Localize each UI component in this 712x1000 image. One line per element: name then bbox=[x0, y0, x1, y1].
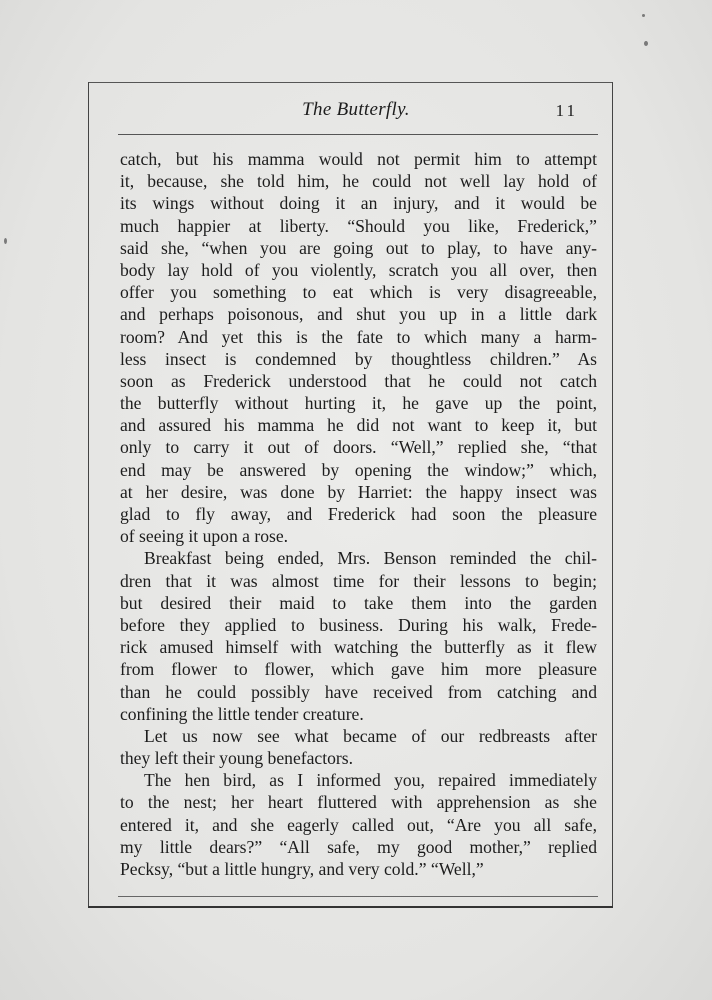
speck-mark bbox=[644, 41, 648, 46]
text-line: it, because, she told him, he could not well lay hold of bbox=[120, 171, 597, 192]
text-line: room? And yet this is the fate to which many a harm- bbox=[120, 326, 597, 347]
text-line: glad to fly away, and Frederick had soon the pleasure bbox=[120, 504, 597, 524]
text-line: its wings without doing it an injury, and it would be bbox=[120, 193, 597, 214]
text-line: and perhaps poisonous, and shut you up in a little dark bbox=[120, 304, 597, 325]
text-line: and assured his mamma he did not want to keep it, but bbox=[120, 415, 597, 436]
frame-bottom-border bbox=[88, 906, 613, 908]
text-line: my little dears?” “All safe, my good mother,” replied bbox=[120, 836, 597, 857]
text-line: said she, “when you are going out to play, to have any- bbox=[120, 237, 597, 258]
footer-rule bbox=[118, 896, 598, 897]
text-line: but desired their maid to take them into the garden bbox=[120, 592, 597, 613]
text-line: rick amused himself with watching the butterfly as it flew bbox=[120, 637, 597, 658]
speck-mark bbox=[642, 14, 645, 17]
text-line: of seeing it upon a rose. bbox=[120, 526, 289, 547]
text-line: before they applied to business. During his walk, Frede- bbox=[120, 614, 597, 635]
text-line: to the nest; her heart fluttered with apprehension as she bbox=[120, 792, 597, 813]
frame-top-border bbox=[88, 82, 613, 83]
text-line: only to carry it out of doors. “Well,” replied she, “that bbox=[120, 437, 597, 458]
text-line: much happier at liberty. “Should you like, Frederick,” bbox=[120, 215, 597, 236]
text-line: they left their young benefactors. bbox=[120, 748, 354, 769]
page-number: 11 bbox=[555, 101, 578, 120]
text-line: from flower to flower, which gave him more pleasure bbox=[120, 659, 597, 680]
text-line: body lay hold of you violently, scratch you all over, then bbox=[120, 259, 597, 280]
text-line: at her desire, was done by Harriet: the happy insect was bbox=[120, 481, 597, 502]
frame-left-border bbox=[88, 82, 89, 908]
text-line: end may be answered by opening the window;” which, bbox=[120, 459, 597, 480]
text-line: Pecksy, “but a little hungry, and very cold.” “Well,” bbox=[120, 859, 484, 879]
text-line: soon as Frederick understood that he could not catch bbox=[120, 370, 597, 391]
body-text bbox=[120, 148, 597, 880]
text-line: The hen bird, as I informed you, repaired immediately bbox=[144, 770, 597, 791]
text-line: less insect is condemned by thoughtless children.” As bbox=[120, 348, 597, 369]
text-line: the butterfly without hurting it, he gave up the point, bbox=[120, 393, 597, 414]
text-line: Breakfast being ended, Mrs. Benson reminded the chil- bbox=[144, 548, 597, 569]
frame-right-border bbox=[612, 82, 613, 908]
text-line: catch, but his mamma would not permit him to attempt bbox=[120, 149, 597, 169]
speck-mark bbox=[4, 238, 7, 244]
text-line: Let us now see what became of our redbreasts after bbox=[144, 725, 597, 746]
text-line: than he could possibly have received from catching and bbox=[120, 681, 597, 702]
text-line: confining the little tender creature. bbox=[120, 703, 364, 724]
text-line: dren that it was almost time for their lessons to begin; bbox=[120, 570, 597, 591]
text-line: entered it, and she eagerly called out, “Are you all safe, bbox=[120, 814, 597, 835]
text-line: offer you something to eat which is very disagreeable, bbox=[120, 282, 597, 303]
running-title: The Butterfly. bbox=[302, 99, 410, 120]
header-rule bbox=[118, 134, 598, 135]
